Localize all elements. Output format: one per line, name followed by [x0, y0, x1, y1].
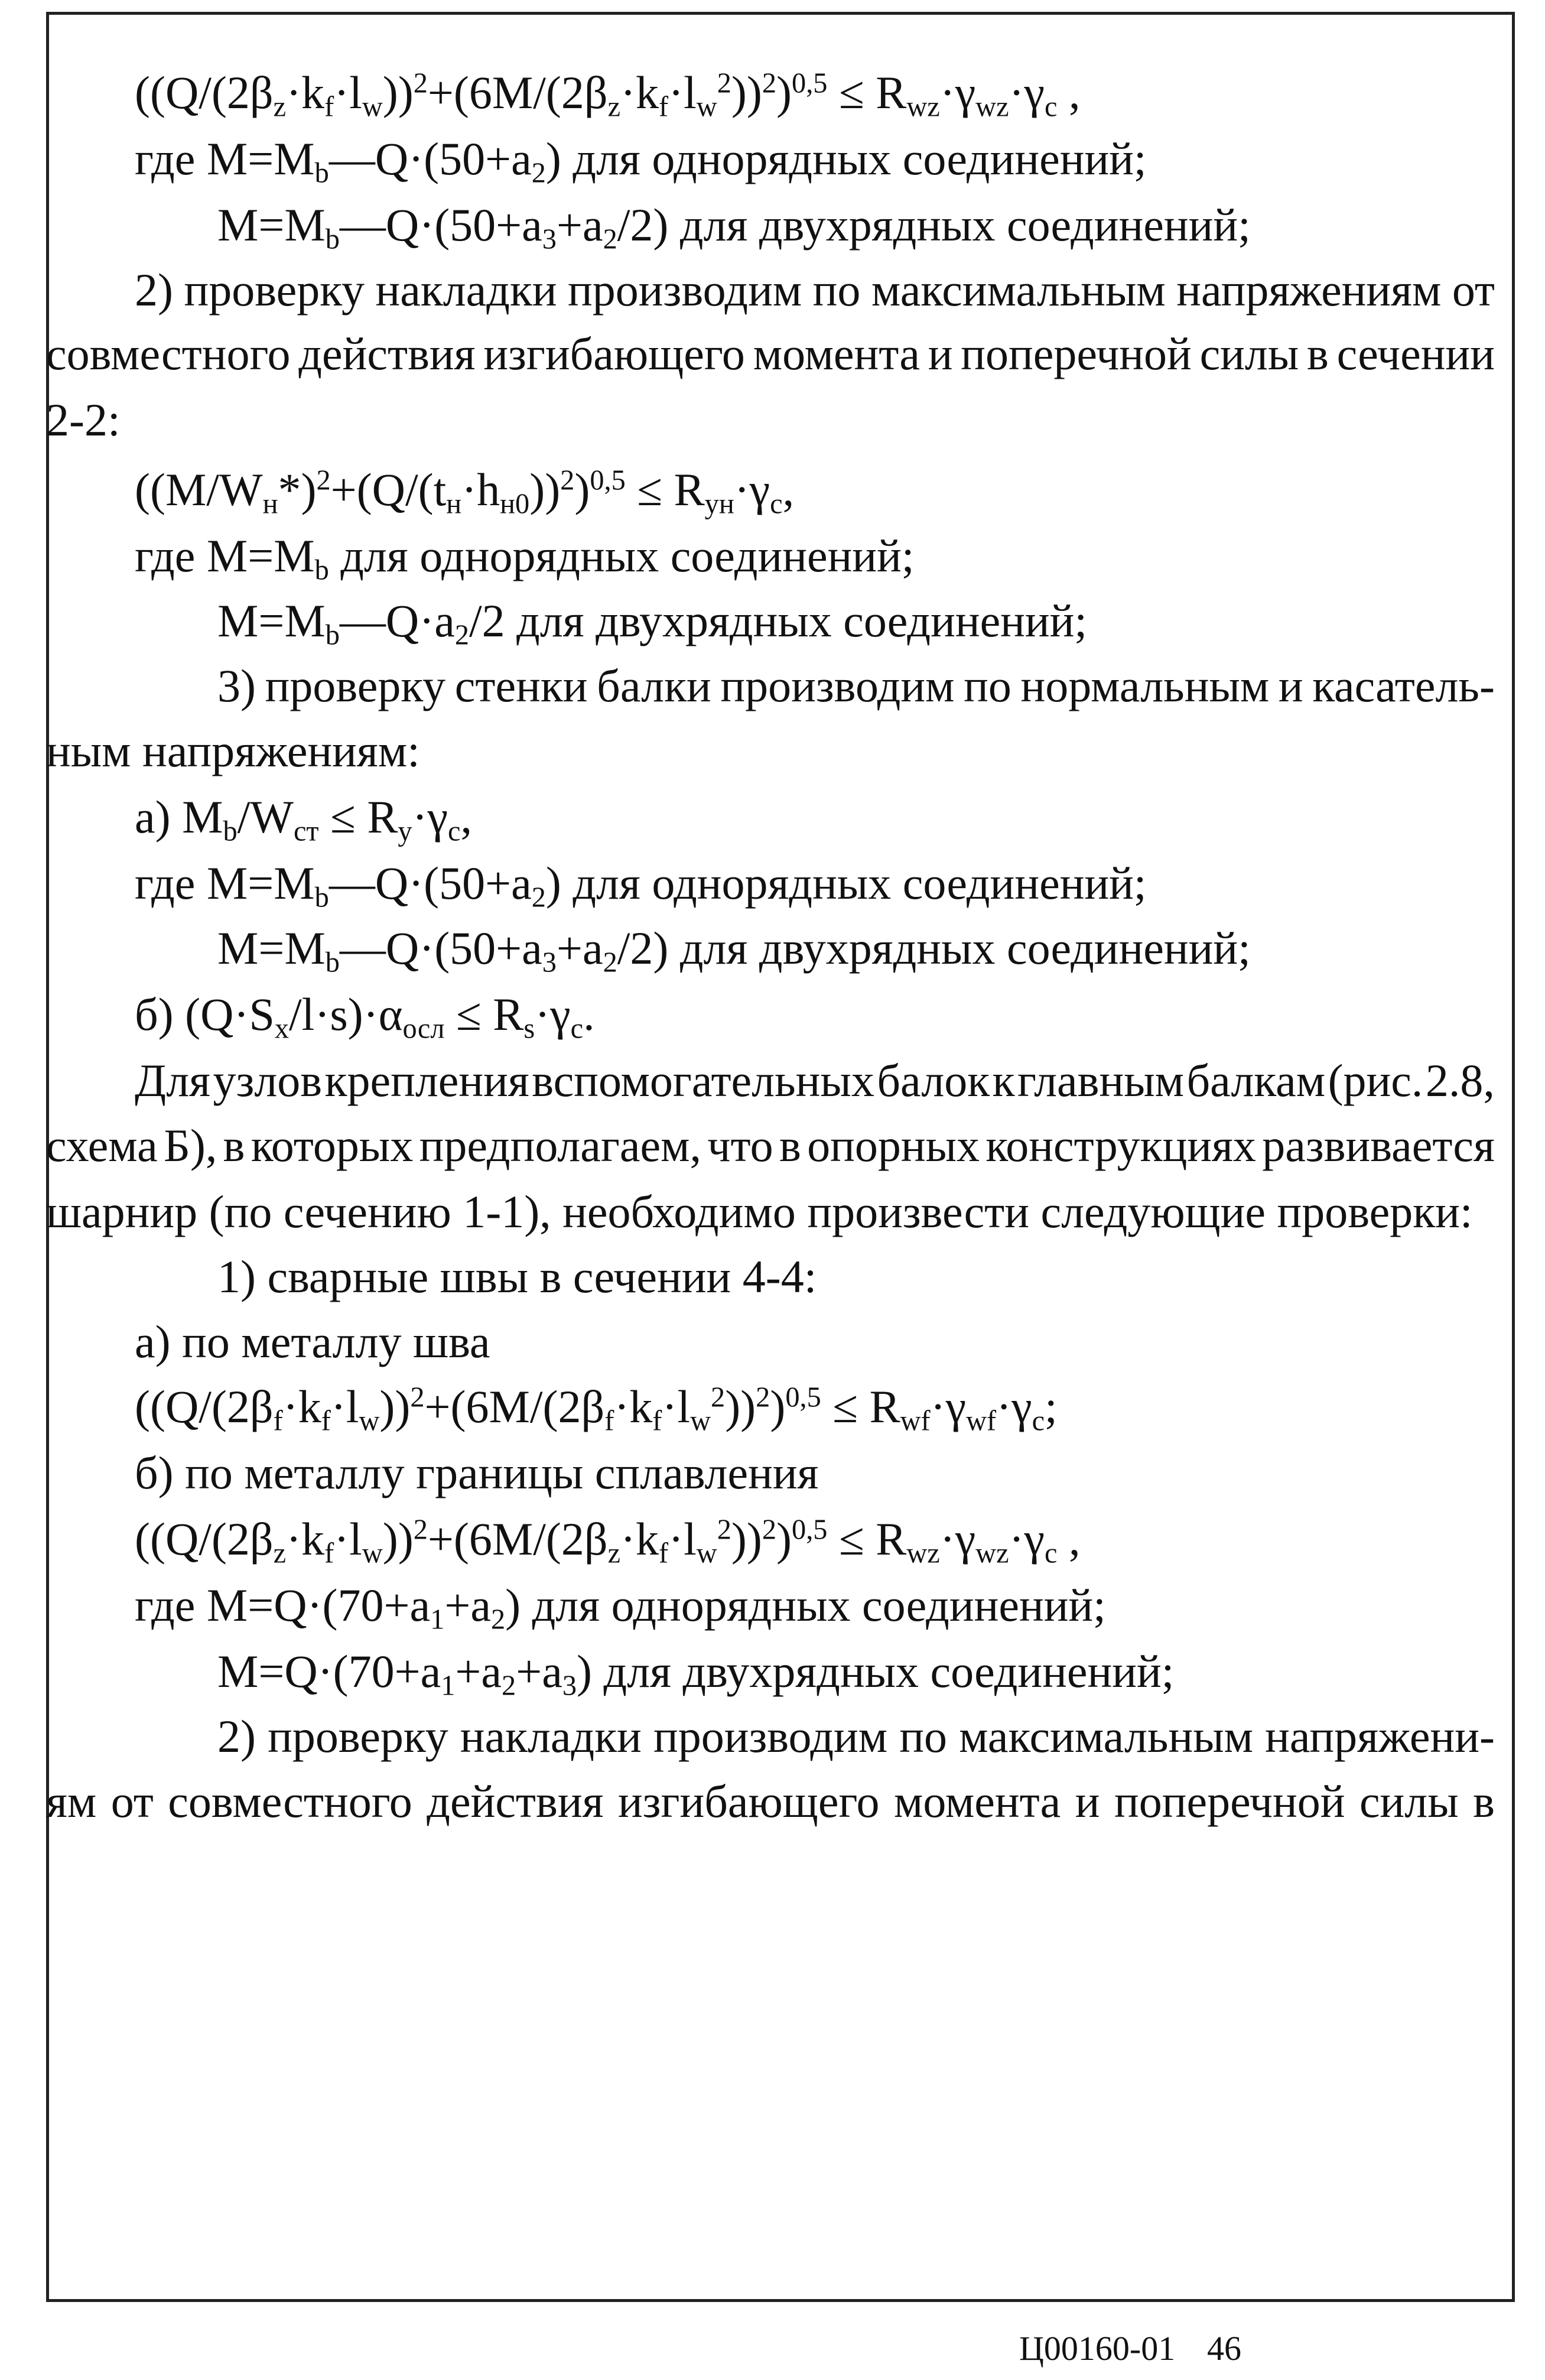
word: 2.8,	[1425, 1055, 1495, 1106]
text-line: где $M=M_b—Q\cdot(50+a_2)$ для однорядных соединений;	[135, 133, 1147, 189]
word: по	[812, 264, 861, 316]
word: изгибающего	[617, 1776, 880, 1827]
word: к	[992, 1055, 1015, 1106]
word: 2)	[217, 1711, 256, 1762]
word: от	[1452, 264, 1495, 316]
word: узлов	[213, 1055, 323, 1106]
word: крепления	[324, 1055, 529, 1106]
paragraph-line	[217, 660, 1495, 711]
word: стенки	[454, 660, 588, 711]
text-line: где $M=M_b$ для однорядных соединений;	[135, 530, 915, 586]
word: производим	[568, 264, 802, 316]
word: ям	[46, 1776, 97, 1827]
word: напряжени-	[1265, 1711, 1495, 1762]
word: и	[1278, 660, 1303, 711]
word: сечении	[1336, 328, 1495, 379]
word: 3)	[217, 660, 256, 711]
word: предполагаем,	[419, 1120, 701, 1171]
word: действия	[427, 1776, 604, 1827]
text-line: а) по металлу шва	[135, 1316, 490, 1367]
formula-overlay: $((M/W_н*)^2+(Q/(t_н\cdot h_{н0}))^2)^{0,5} \le R_{ун}\cdot\gamma_c$,	[135, 464, 795, 520]
word: в	[1473, 1776, 1495, 1827]
paragraph-line	[217, 1711, 1495, 1762]
word: главным	[1017, 1055, 1184, 1106]
formula-weld-fusion-top: $((Q/(2\beta_z\cdot k_f\cdot l_w))^2+(6M/(2\beta_z\cdot k_f\cdot l_w^2))^2)^{0,5} \le R_{wz}\cdot\gamma_{wz}\cdot\gamma_c$ ,	[135, 67, 1081, 123]
word: в	[779, 1120, 801, 1171]
word: опорных	[807, 1120, 980, 1171]
paragraph-line	[135, 264, 1495, 316]
word: проверку	[184, 264, 365, 316]
word: по	[964, 660, 1011, 711]
text-line: $M=M_b—Q\cdot(50+a_3+a_2/2)$ для двухрядных соединений;	[217, 199, 1251, 255]
formula-wall-shear: б) $(Q\cdot S_x/l\cdot s)\cdot\alpha_{осл} \le R_s\cdot\gamma_c$.	[135, 989, 595, 1045]
word: балок	[877, 1055, 990, 1106]
paragraph-line	[46, 1120, 1495, 1171]
text-line: где $M=M_b—Q\cdot(50+a_2)$ для однорядных соединений;	[135, 857, 1147, 913]
word: Б),	[164, 1120, 217, 1171]
paragraph-line: ным напряжениям:	[46, 725, 420, 776]
word: максимальным	[959, 1711, 1253, 1762]
word: производим	[720, 660, 955, 711]
word: и	[1075, 1776, 1100, 1827]
text-line: где $M=Q\cdot(70+a_1+a_2)$ для однорядных соединений;	[135, 1579, 1106, 1636]
word: в	[1307, 328, 1329, 379]
page-number: 46	[1207, 2329, 1241, 2368]
word: силы	[1359, 1776, 1459, 1827]
formula-weld-metal: $((Q/(2\beta_f\cdot k_f\cdot l_w))^2+(6M/(2\beta_f\cdot k_f\cdot l_w^2))^2)^{0,5} \le R_{wf}\cdot\gamma_{wf}\cdot\gamma_c$;	[135, 1381, 1058, 1437]
word: поперечной	[961, 328, 1192, 379]
paragraph-line: шарнир (по сечению 1-1), необходимо произвести следующие проверки:	[46, 1186, 1473, 1237]
word: 2)	[135, 264, 173, 316]
word: балки	[597, 660, 711, 711]
word: максимальным	[871, 264, 1166, 316]
word: касатель-	[1312, 660, 1495, 711]
footer-code: Ц00160-01	[1019, 2329, 1176, 2368]
text-line: б) по металлу границы сплавления	[135, 1447, 819, 1498]
word: поперечной	[1114, 1776, 1345, 1827]
word: изгибающего	[483, 328, 745, 379]
word: совместного	[168, 1776, 412, 1827]
text-line: $M=M_b—Q\cdot(50+a_3+a_2/2)$ для двухрядных соединений;	[217, 922, 1251, 978]
word: силы	[1199, 328, 1299, 379]
word: (рис.	[1328, 1055, 1423, 1106]
formula-wall-normal: а) $M_b/W_{ст} \le R_y\cdot\gamma_c$,	[135, 791, 472, 847]
formula-weld-fusion: $((Q/(2\beta_z\cdot k_f\cdot l_w))^2+(6M/(2\beta_z\cdot k_f\cdot l_w^2))^2)^{0,5} \le R_{wz}\cdot\gamma_{wz}\cdot\gamma_c$ ,	[135, 1513, 1081, 1569]
word: проверку	[265, 660, 446, 711]
text-line: 1) сварные швы в сечении 4-4:	[217, 1251, 817, 1302]
word: что	[707, 1120, 773, 1171]
word: в	[223, 1120, 245, 1171]
word: которых	[251, 1120, 414, 1171]
text-line: $M=M_b—Q\cdot a_2/2$ для двухрядных соединений;	[217, 595, 1088, 651]
word: накладки	[375, 264, 557, 316]
word: развивается	[1262, 1120, 1495, 1171]
paragraph-line	[46, 1776, 1495, 1827]
paragraph-line	[46, 328, 1495, 379]
word: производим	[653, 1711, 888, 1762]
word: накладки	[460, 1711, 642, 1762]
word: проверку	[268, 1711, 448, 1762]
word: момента	[894, 1776, 1061, 1827]
word: по	[899, 1711, 947, 1762]
word: нормальным	[1020, 660, 1270, 711]
word: схема	[46, 1120, 158, 1171]
word: действия	[298, 328, 476, 379]
word: и	[928, 328, 953, 379]
text-line: $M=Q\cdot(70+a_1+a_2+a_3)$ для двухрядных соединений;	[217, 1646, 1175, 1702]
paragraph-line	[135, 1055, 1495, 1106]
word: Для	[135, 1055, 211, 1106]
word: балкам	[1186, 1055, 1326, 1106]
word: напряжениям	[1176, 264, 1442, 316]
word: вспомогательных	[532, 1055, 874, 1106]
word: совместного	[46, 328, 291, 379]
word: конструкциях	[985, 1120, 1256, 1171]
word: момента	[753, 328, 920, 379]
paragraph-line: 2-2:	[46, 394, 121, 446]
word: от	[110, 1776, 154, 1827]
